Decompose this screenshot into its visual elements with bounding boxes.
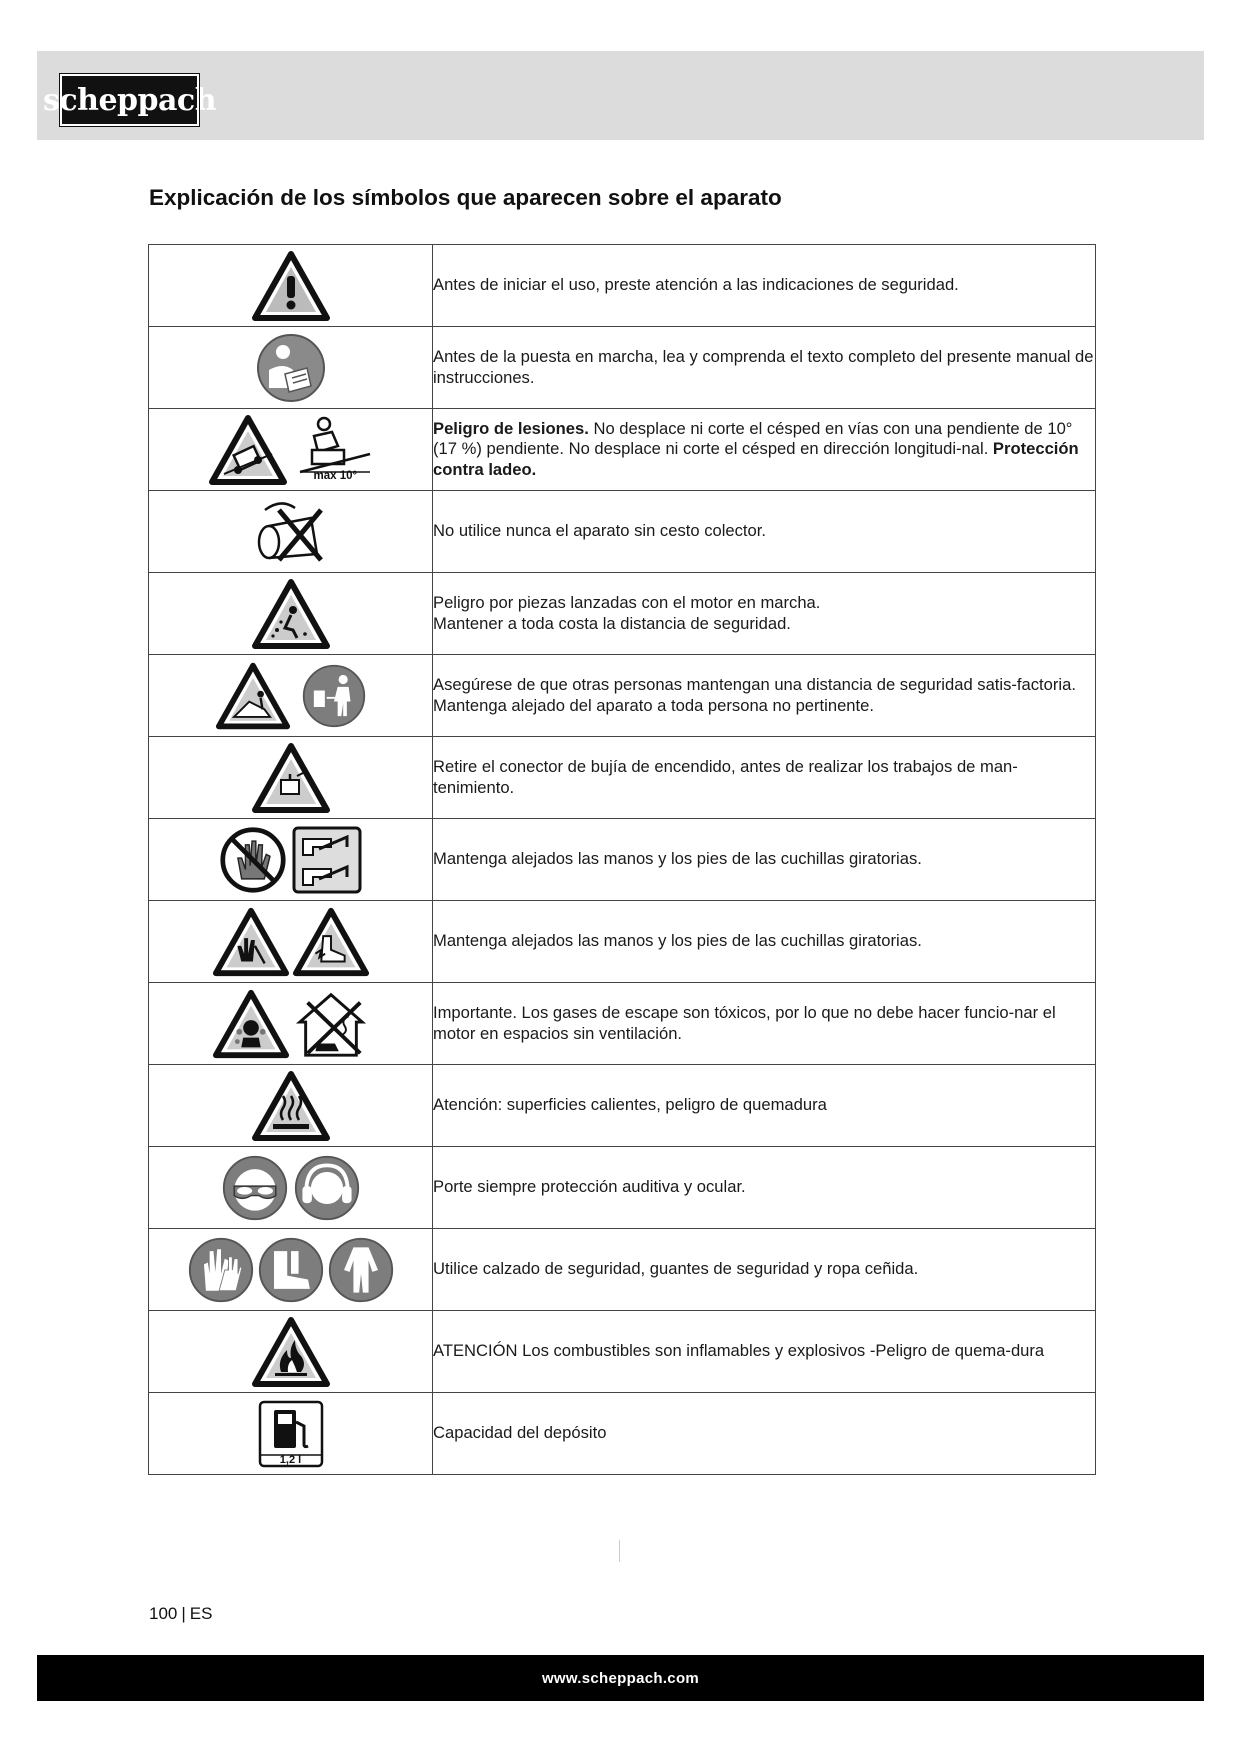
description-text: Mantenga alejados las manos y los pies de las cuchillas giratorias. [433,849,922,869]
description-cell [433,327,1096,409]
no-hands-icon [219,826,287,894]
description-text: Importante. Los gases de escape son tóxicos, por lo que no debe hacer funcio-nar el motor en espacios sin ventilación. [433,1003,1056,1043]
eye-protection-icon [221,1154,289,1222]
no-indoor-use-icon [292,988,370,1060]
divider-mark [619,1540,620,1562]
symbols-table [148,244,1096,1475]
description-cell [433,737,1096,819]
table-row [149,1065,1096,1147]
description-text: Atención: superficies calientes, peligro de quemadura [433,1095,827,1115]
spark-plug-warning-icon [251,742,331,814]
icon-cell [149,1311,433,1393]
safety-boots-icon [257,1236,325,1304]
tipping-warning-icon [208,414,288,486]
icon-cell [149,573,433,655]
no-grass-catcher-icon [251,496,331,568]
description-text: Antes de la puesta en marcha, lea y comprenda el texto completo del presente manual de instrucciones. [433,347,1094,387]
page-number-value: 100 [149,1604,178,1623]
website-url: www.scheppach.com [541,1669,700,1687]
description-text: Capacidad del depósito [433,1423,607,1443]
description-cell [433,573,1096,655]
table-row [149,737,1096,819]
description-text: Mantener a toda costa la distancia de seguridad. [433,613,791,633]
icon-cell [149,245,433,327]
icon-cell [149,901,433,983]
description-cell [433,983,1096,1065]
table-row [149,327,1096,409]
description-cell [433,901,1096,983]
table-row [149,573,1096,655]
description-cell [433,245,1096,327]
table-row [149,245,1096,327]
icon-cell [149,737,433,819]
gloves-icon [187,1236,255,1304]
description-cell [433,1229,1096,1311]
coverall-icon [327,1236,395,1304]
table-row [149,1229,1096,1311]
icon-cell [149,1229,433,1311]
flammable-warning-icon [251,1316,331,1388]
table-row [149,1393,1096,1475]
foot-cut-warning-icon [292,906,370,978]
icon-cell [149,327,433,409]
page-number [149,1604,212,1624]
description-cell [433,1311,1096,1393]
table-row [149,1147,1096,1229]
description-text: Porte siempre protección auditiva y ocular. [433,1177,746,1197]
description-text: Antes de iniciar el uso, preste atención a las indicaciones de seguridad. [433,275,959,295]
icon-cell [149,1065,433,1147]
description-cell [433,1065,1096,1147]
table-row [149,491,1096,573]
brand-logo: scheppach [60,74,199,126]
page-number-separator: | [181,1604,186,1623]
icon-cell [149,409,433,491]
icon-cell [149,655,433,737]
description-cell [433,655,1096,737]
table-row [149,901,1096,983]
slope-label: max 10° [313,469,358,482]
warning-exclamation-icon [251,250,331,322]
read-manual-icon [255,332,327,404]
footer-band [37,1655,1204,1701]
thrown-objects-warning-icon [251,578,331,650]
language-code: ES [189,1604,213,1623]
icon-cell [149,491,433,573]
table-row [149,983,1096,1065]
icon-cell [149,819,433,901]
description-text: Retire el conector de bujía de encendido, antes de realizar los trabajos de man-tenimiento. [433,757,1018,797]
rotating-blade-icon [291,825,363,895]
icon-cell [149,1393,433,1475]
slope-max-icon [294,414,374,486]
icon-cell [149,1147,433,1229]
description-text: ATENCIÓN Los combustibles son inflamables y explosivos -Peligro de quema-dura [433,1341,1045,1361]
hand-cut-warning-icon [212,906,290,978]
description-text: Utilice calzado de seguridad, guantes de seguridad y ropa ceñida. [433,1259,919,1279]
bystander-warning-icon [215,661,291,731]
table-row [149,1311,1096,1393]
toxic-fumes-warning-icon [212,988,290,1060]
description-cell [433,1147,1096,1229]
table-row [149,819,1096,901]
description-text: No utilice nunca el aparato sin cesto colector. [433,521,766,541]
description-cell [433,409,1096,491]
description-cell [433,491,1096,573]
description-bold-text: Peligro de lesiones. [433,418,589,438]
table-row [149,409,1096,491]
description-text: Mantenga alejados las manos y los pies de las cuchillas giratorias. [433,931,922,951]
fuel-capacity-label: 1,2 l [279,1453,302,1466]
table-row [149,655,1096,737]
description-text: No desplace ni corte el césped en vías con una pendiente de 10° (17 %) pendiente. No desplace ni corte el césped en dirección longitudi-nal. [433,418,1073,459]
fuel-tank-icon [258,1400,324,1468]
keep-distance-icon [301,663,367,729]
description-bold-text: Protección contra ladeo. [433,439,1079,479]
description-cell [433,819,1096,901]
description-cell [433,1393,1096,1475]
ear-protection-icon [293,1154,361,1222]
description-text: Asegúrese de que otras personas mantengan una distancia de seguridad satis-factoria. Mantenga alejado del aparato a toda persona no pertinente. [433,675,1076,715]
description-text: Peligro por piezas lanzadas con el motor en marcha. [433,593,821,612]
icon-cell [149,983,433,1065]
hot-surface-warning-icon [251,1070,331,1142]
page-title: Explicación de los símbolos que aparecen sobre el aparato [149,185,782,210]
